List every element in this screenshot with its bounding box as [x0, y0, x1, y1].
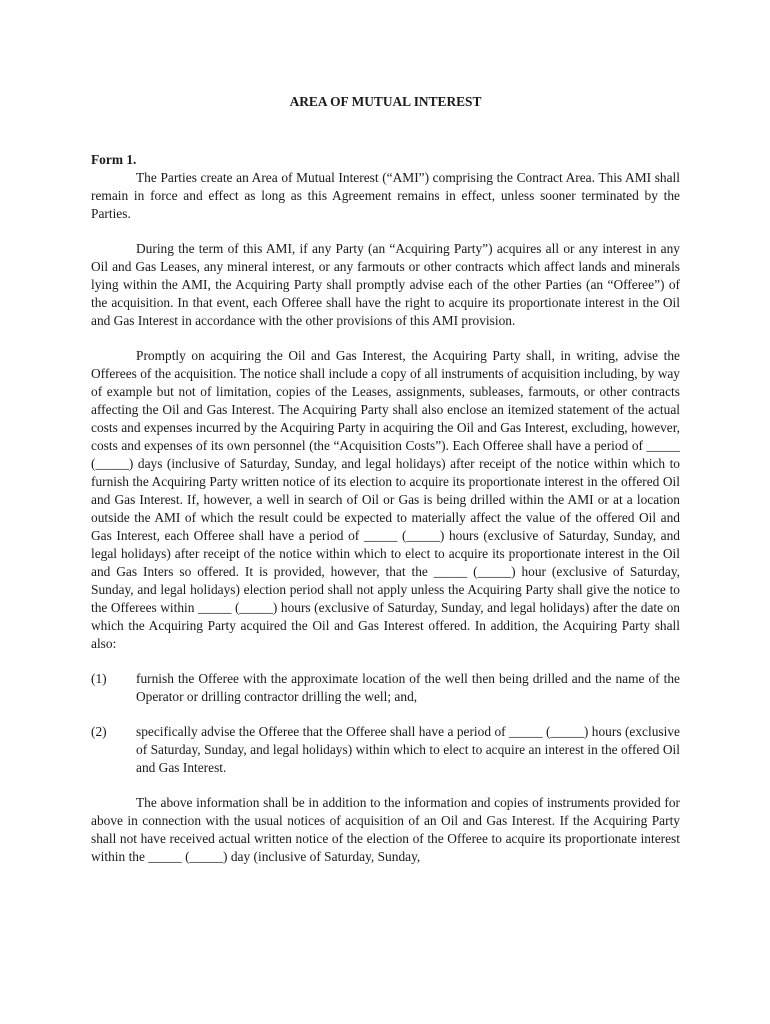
list-item [91, 670, 680, 706]
list-item-text: furnish the Offeree with the approximate location of the well then being drilled and the name of the Operator or drilling contractor drilling the well; and, [136, 671, 680, 704]
list-item-number: (1) [91, 671, 107, 686]
list-item-number: (2) [91, 724, 107, 739]
list-item-text: specifically advise the Offeree that the Offeree shall have a period of _____ (_____) hours (exclusive of Saturday, Sunday, and legal holidays) within which to elect to acquire an interest in the offered Oil and Gas Interest. [136, 724, 680, 775]
paragraph-ami-creation: The Parties create an Area of Mutual Interest (“AMI”) comprising the Contract Area. This AMI shall remain in force and effect as long as this Agreement remains in effect, unless sooner terminated by the Parties. [91, 170, 680, 221]
paragraph-acquiring-party: During the term of this AMI, if any Party (an “Acquiring Party”) acquires all or any interest in any Oil and Gas Leases, any mineral interest, or any farmouts or other contracts which affect lands and minerals lying within the AMI, the Acquiring Party shall promptly advise each of the other Parties (an “Offeree”) of the acquisition. In that event, each Offeree shall have the right to acquire its proportionate interest in the Oil and Gas Interest in accordance with the other provisions of this AMI provision. [91, 241, 680, 328]
document-body [91, 93, 680, 883]
list-item [91, 723, 680, 777]
paragraph-closing: The above information shall be in addition to the information and copies of instruments provided for above in connection with the usual notices of acquisition of an Oil and Gas Interest. If the Acquiring Party shall not have received actual written notice of the election of the Offeree to acquire its proportionate interest within the _____ (_____) day (inclusive of Saturday, Sunday, [91, 795, 680, 864]
paragraph-notice-requirements: Promptly on acquiring the Oil and Gas Interest, the Acquiring Party shall, in writing, advise the Offerees of the acquisition. The notice shall include a copy of all instruments of acquisition including, by way of example but not of limitation, copies of the Leases, assignments, subleases, farmouts, or other contracts affecting the Oil and Gas Interest. The Acquiring Party shall also enclose an itemized statement of the actual costs and expenses incurred by the Acquiring Party in acquiring the Oil and Gas Interest, excluding, however, costs and expenses of its own personnel (the “Acquisition Costs”). Each Offeree shall have a period of _____ (_____) days (inclusive of Saturday, Sunday, and legal holidays) after receipt of the notice within which to furnish the Acquiring Party written notice of its election to acquire its proportionate interest in the offered Oil and Gas Interest. If, however, a well in search of Oil or Gas is being drilled within the AMI or at a location outside the AMI of which the result could be expected to materially affect the value of the offered Oil and Gas Interest, each Offeree shall have a period of _____ (_____) hours (exclusive of Saturday, Sunday, and legal holidays) after receipt of the notice within which to elect to acquire its proportionate interest in the Oil and Gas Inters so offered. It is provided, however, that the _____ (_____) hour (exclusive of Saturday, Sunday, and legal holidays) election period shall not apply unless the Acquiring Party shall give the notice to the Offerees within _____ (_____) hours (exclusive of Saturday, Sunday, and legal holidays) after the date on which the Acquiring Party acquired the Oil and Gas Interest offered. In addition, the Acquiring Party shall also: [91, 348, 680, 651]
form-label: Form 1. [91, 152, 137, 167]
document-title: AREA OF MUTUAL INTEREST [289, 94, 482, 109]
